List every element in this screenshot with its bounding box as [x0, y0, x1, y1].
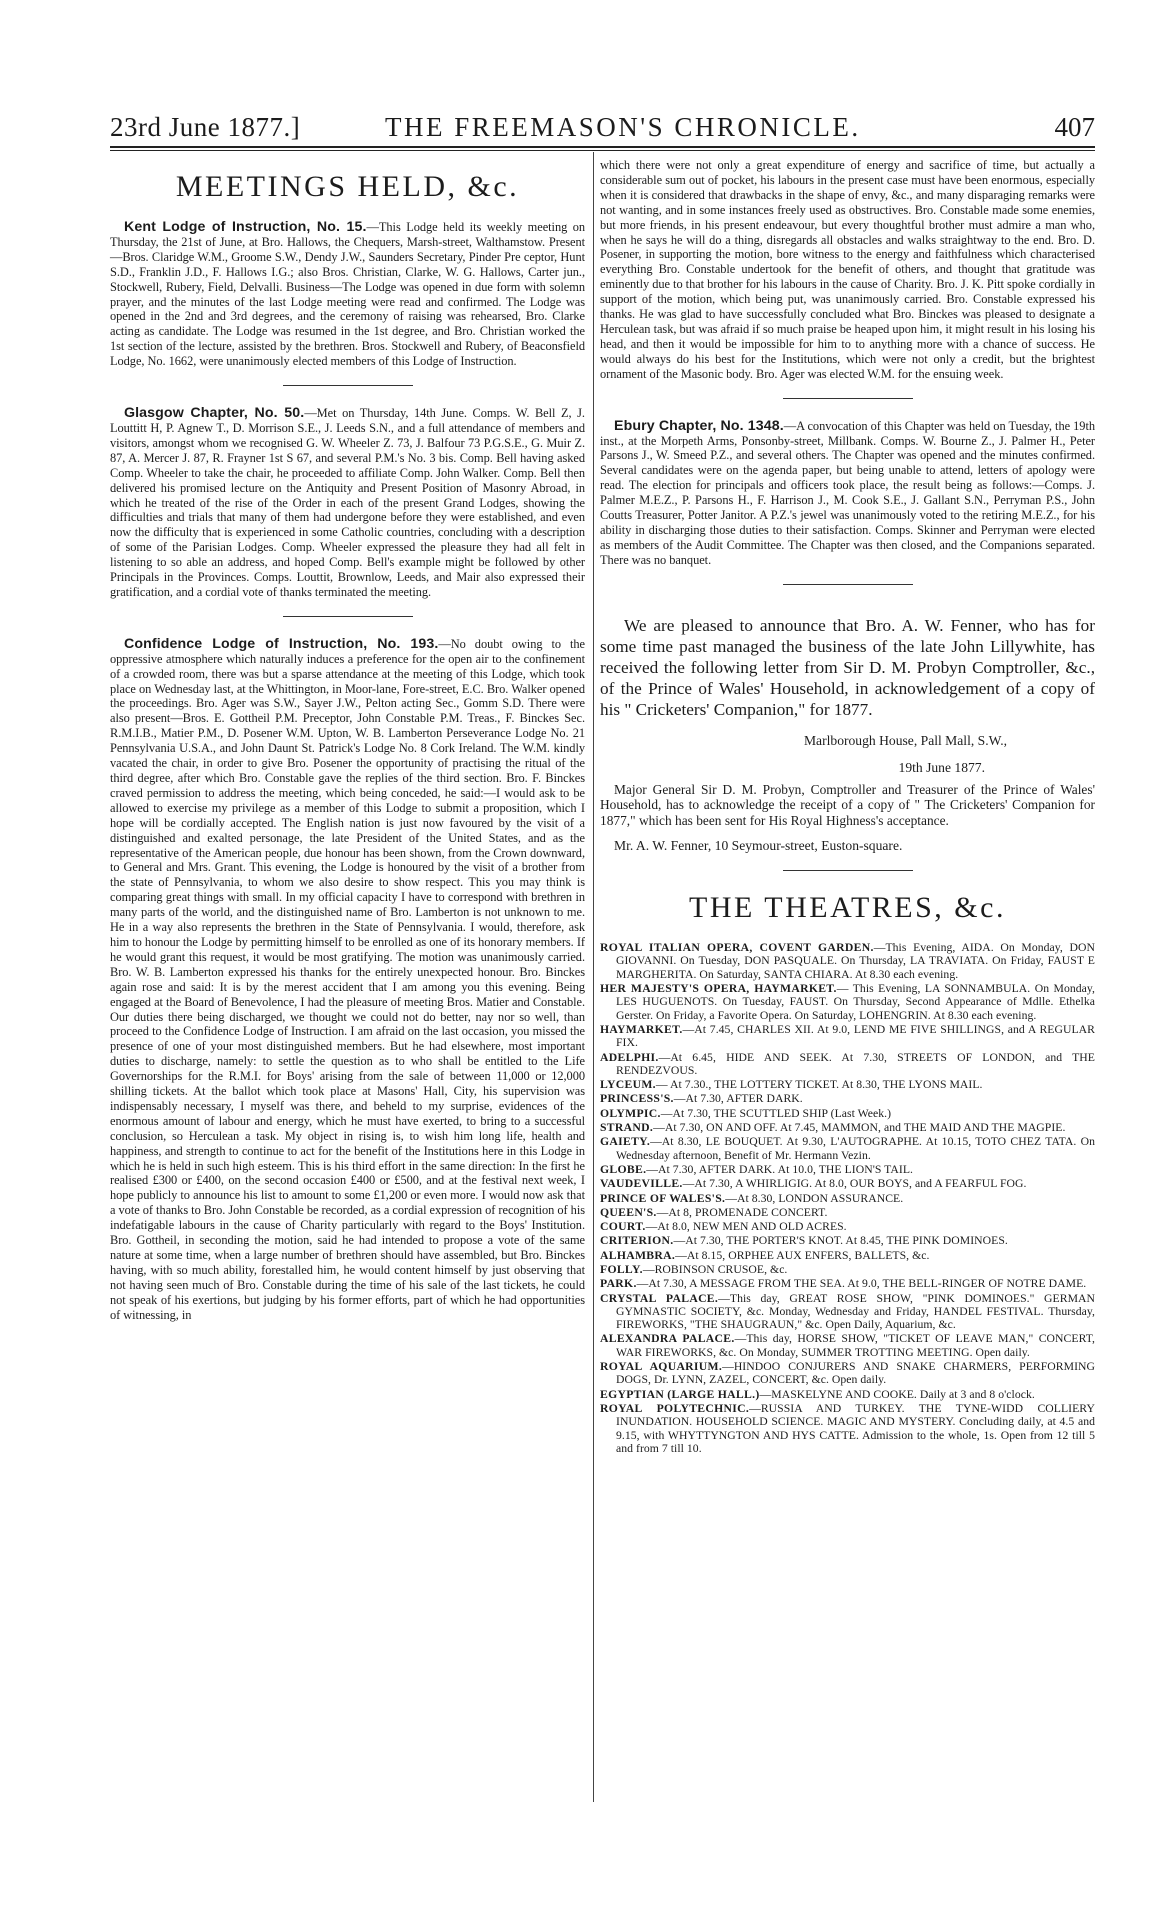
theatre-name: PRINCESS'S. [600, 1092, 674, 1106]
kent-lodge-title: Kent Lodge of Instruction, No. 15. [124, 219, 367, 235]
masthead [110, 108, 1095, 148]
page-number: 407 [1054, 112, 1095, 142]
theatre-programme: — At 7.30., THE LOTTERY TICKET. At 8.30, THE LYONS MAIL. [655, 1078, 983, 1092]
theatre-name: STRAND. [600, 1121, 654, 1135]
column-divider [593, 152, 594, 1802]
theatre-programme: —At 7.30, ON AND OFF. At 7.45, MAMMON, and THE MAID AND THE MAGPIE. [653, 1121, 1066, 1135]
theatre-name: CRITERION. [600, 1234, 674, 1248]
theatre-programme: —MASKELYNE AND COOKE. Daily at 3 and 8 o'clock. [759, 1387, 1035, 1401]
theatre-listing [600, 1249, 1095, 1262]
letter-recipient: Mr. A. W. Fenner, 10 Seymour-street, Euston-square. [614, 838, 903, 854]
theatre-listing [600, 1163, 1095, 1176]
theatre-listings [600, 941, 1095, 1455]
separator-rule [783, 398, 913, 399]
confidence-lodge-text: —No doubt owing to the oppressive atmosphere which naturally induces a preference for the open air to the confinement of a crowded room, there was but a sparse attendance at the meeting of this Lodge, which took place on Wednesday last, at the Whittington, in Moor-lane, Fore-street, E.C. Bro. Walker opened the proceedings. Bro. Ager was S.W., Sayer J.W., Pelton acting Sec., Gomm S.D. There were also present—Bros. E. Gottheil P.M. Preceptor, John Constable P.M. Treas., F. Binckes Sec. R.M.I.B., Matier P.M., D. Posener W.M. Upton, W. B. Lamberton Perseverance Lodge No. 21 Pennsylvania U.S.A., and John Daunt St. Patrick's Lodge No. 8 Cork Ireland. The W.M. kindly vacated the chair, in order to give Bro. Posener the opportunity of practising the ritual of the third degree, after which Bro. Constable gave the replies of the third section. Bro. F. Binckes craved permission to address the meeting, which being conceded, he said:—I would ask to be allowed to exercise my privilege as a member of this Lodge to submit a proposition, which I hope will be cordially accepted. The English nation is just now favoured by the visit of a distinguished and exalted personage, the late President of the United States, and as the representative of the American people, due honour has been shown, from the Crown downward, to General and Mrs. Grant. This evening, the Lodge is honoured by the visit of a brother from the state of Pennsylvania, to whom we also desire to show respect. This you may think is comparing great things with small. In my official capacity I have to correspond with brethren in many parts of the world, and the distinguished name of Bro. Lamberton is not unknown to me. He in a way also represents the brethren in the State of Pennsylvania. I would, therefore, ask him to honour the Lodge by permitting himself to be enrolled as one of its honorary members. If he would grant this request, it would be most gratifying. The motion was unanimously carried. Bro. W. B. Lamberton expressed his thanks for the entirely unexpected honour. Bro. Binckes again rose and said: It is by the merest accident that I am among you this evening. Being engaged at the Board of Benevolence, I had the pleasure of meeting Bros. Matier and Constable. Our duties there being discharged, we thought we could not do better, nay nor so well, than proceed to the Confidence Lodge of Instruction. I am afraid on the last occasion, you missed the presence of one of your most distinguished members. But he had elsewhere, most important duties to discharge, namely: to settle the question as to who shall be entitled to the Life Governorships for the R.M.I. for Boys' arising from the sale of between 11,000 or 12,000 shilling tickets. At the ballot which took place at Masons' Hall, City, his supervision was indispensably necessary, I myself was there, and beheld to my surprise, evidences of the enormous amount of labour and energy, which he must have exerted, to bring to a successful conclusion, so Herculean a task. My object in rising is, to wish him long life, health and happiness, and strength to continue to act for the benefit of the Institutions here in this Lodge in which he is held in such high esteem. This is his third effort in the same direction: In the first he realised £300 or £400, on the second occasion £400 or £500, and at the festival next week, I hope publicly to announce his list to amount to some £1,200 or even more. I would now ask that a vote of thanks to Bro. John Constable be recorded, as a cordial expression of recognition of his indefatigable labours in the cause of Charity particularly with regard to the Boys' Institution. Bro. Gottheil, in seconding the motion, said he had intended to propose a vote of the same nature at some time, when a large number of brethren should have assembled, but Bro. Binckes having, with so much ability, forestalled him, he would content himself by just observing that not having seen much of Bro. Constable during the time of his sale of the last tickets, he could not speak of his exertions, but judging by his former efforts, part of which he had opportunities of witnessing, in [110, 636, 585, 1322]
theatre-listing [600, 1234, 1095, 1247]
confidence-lodge-title: Confidence Lodge of Instruction, No. 193. [124, 635, 439, 652]
theatre-listing [600, 1192, 1095, 1205]
theatre-listing [600, 1121, 1095, 1134]
theatre-programme: —At 8.30, LONDON ASSURANCE. [725, 1191, 904, 1205]
ebury-chapter-text: —A convocation of this Chapter was held on Tuesday, the 19th inst., at the Morpeth Arms, Ponsonby-street, Millbank. Comps. W. Bourne Z., J. Palmer H., Peter Parsons J., W. Smeed P.Z., and several others. The Chapter was opened and the minutes confirmed. Several candidates were on the agenda paper, but being unable to attend, letters of apology were read. The election for principals and officers took place, the result being as follows:—Comps. J. Palmer M.E.Z., P. Parsons H., F. Harrison J., M. Cook S.E., J. Gallant S.N., Perryman P.S., John Coutts Treasurer, Potter Janitor. A P.Z.'s jewel was unanimously voted to the retiring M.E.Z., for his ability in discharging those duties to their satisfaction. Comps. Skinner and Perryman were elected as members of the Audit Committee. The Chapter was then closed, and the Companions separated. There was no banquet. [600, 418, 1095, 567]
confidence-lodge-continuation: which there were not only a great expenditure of energy and sacrifice of time, but actually a considerable sum out of pocket, his labours in the present case must have been enormous, especially when it is considered that drawbacks in the shape of envy, &c., and many disparaging remarks were not wanting, and in some instances freely used as obstructives. Bro. Constable made some enemies, but more friends, in his present endeavour, but every thoughtful brother must admire a man who, when he says he will do a thing, disregards all obstacles and walks straightway to the end. Bro. D. Posener, in supporting the motion, bore witness to the energy and faithfulness which characterised everything Bro. Constable undertook for the benefit of others, and thought that gratitude was eminently due to that brother for his labours in the cause of Charity. Bro. J. K. Pitt spoke cordially in support of the motion, which being put, was unanimously carried. Bro. Constable expressed his thanks. He was glad to have successfully concluded what Bro. Binckes was pleased to designate a Herculean task, but was afraid if so much praise be heaped upon him, it might result in his losing his head, and then it would be impossible for him to to anything more with a chance of success. He would always do his best for the Institutions, which were not only a credit, but the brightest ornament of the Masonic body. Bro. Ager was elected W.M. for the ensuing week. [600, 158, 1095, 381]
theatre-listing [600, 1206, 1095, 1219]
ebury-chapter-title: Ebury Chapter, No. 1348. [614, 417, 784, 434]
theatres-heading: THE THEATRES, &c. [689, 891, 1006, 925]
theatre-programme: —ROBINSON CRUSOE, &c. [642, 1262, 788, 1276]
theatre-listing [600, 1092, 1095, 1105]
theatre-programme: —HINDOO CONJURERS AND SNAKE CHARMERS, PERFORMING DOGS, Dr. LYNN, ZAZEL, CONCERT, &c. Open daily. [616, 1360, 1095, 1387]
theatre-listing [600, 1332, 1095, 1359]
theatre-listing [600, 1051, 1095, 1078]
fenner-announcement: We are pleased to announce that Bro. A. W. Fenner, who has for some time past managed the business of the late John Lillywhite, has received the following letter from Sir D. M. Probyn Comptroller, &c., of the Prince of Wales' Household, in acknowledgement of a copy of his " Cricketers' Companion," for 1877. [600, 615, 1095, 719]
letter-date: 19th June 1877. [898, 759, 985, 775]
theatre-listing [600, 1107, 1095, 1120]
theatre-name: LYCEUM. [600, 1078, 656, 1092]
glasgow-chapter-text: —Met on Thursday, 14th June. Comps. W. Bell Z, J. Louttitt H, P. Agnew T., D. Morrison S.E., J. Leeds S.N., and a full attendance of members and visitors, amongst whom we recognised G. W. Wheeler Z. 73, J. Balfour 73 P.G.S.E., G. Muir Z. 87, A. Mercer J. 87, R. Frayner 1st S 67, and several P.M.'s No. 3 bis. Comp. Bell having asked Comp. Wheeler to take the chair, he proceeded to affiliate Comp. John Walker. Comp. Bell then delivered his promised lecture on the Antiquity and Present Position of Masonry Abroad, in which he treated of the rise of the Order in each of the present Grand Lodges, showing the difficulties and trials that many of them had undergone before they were established, and even now the difficulty that is experienced in some Catholic countries, concluding with a description of some of the Parisian Lodges. Comp. Wheeler expressed the pleasure they had all felt in listening to so able an address, and hoped Comp. Bell's example might be followed by other Principals in the Provinces. Comps. Louttit, Brownlow, Leeds, and Mair also expressed their gratification, and a cordial vote of thanks terminated the meeting. [110, 406, 585, 599]
theatre-name: ROYAL ITALIAN OPERA, COVENT GARDEN. [600, 941, 874, 955]
theatre-name: VAUDEVILLE. [600, 1177, 683, 1191]
issue-date: 23rd June 1877.] [110, 112, 301, 142]
theatre-programme: —At 8.15, ORPHEE AUX ENFERS, BALLETS, &c. [675, 1248, 930, 1262]
kent-lodge-text: —This Lodge held its weekly meeting on Thursday, the 21st of June, at Bro. Hallows, the Chequers, Marsh-street, Walthamstow. Present—Bros. Claridge W.M., Groome S.W., Dendy J.W., Saunders Secretary, Pinder Pre ceptor, Hunt S.D., Franklin J.D., F. Hallows I.G.; also Bros. Christian, Clarke, W. G. Hallows, Carter jun., Stockwell, Rubery, Field, Delvalli. Business—The Lodge was opened in due form with solemn prayer, and the minutes of the last Lodge meeting were read and confirmed. The Lodge was opened in the 2nd and 3rd degrees, and the ceremony of raising was rehearsed, Bro. Clarke acting as candidate. The Lodge was resumed in the 1st degree, and Bro. Christian worked the 1st section of the lecture, assisted by the brethren. Bros. Stockwell and Rubery, of Beaconsfield Lodge, No. 1662, were unanimously elected members of this Lodge of Instruction. [110, 220, 585, 369]
theatre-listing [600, 1263, 1095, 1276]
theatre-name: ROYAL AQUARIUM. [600, 1360, 723, 1374]
theatre-programme: —At 7.30, AFTER DARK. At 10.0, THE LION'S TAIL. [646, 1162, 914, 1176]
theatre-programme: —This day, GREAT ROSE SHOW, "PINK DOMINOES." GERMAN GYMNASTIC SOCIETY, &c. Monday, Wednesday and Friday, HANDEL FESTIVAL. Thursday, FIREWORKS, "THE SHAUGRAUN," &c. Open Daily, Aquarium, &c. [616, 1291, 1095, 1332]
separator-rule [283, 385, 413, 386]
theatre-programme: —At 6.45, HIDE AND SEEK. At 7.30, STREETS OF LONDON, and THE RENDEZVOUS. [616, 1050, 1095, 1077]
theatre-name: GAIETY. [600, 1135, 651, 1149]
separator-rule [283, 616, 413, 617]
confidence-lodge-report [110, 637, 585, 1323]
theatre-name: EGYPTIAN (LARGE HALL.) [600, 1387, 760, 1401]
theatre-programme: —At 7.30, THE PORTER'S KNOT. At 8.45, THE PINK DOMINOES. [673, 1234, 1008, 1248]
theatre-name: FOLLY. [600, 1262, 643, 1276]
letter-address: Marlborough House, Pall Mall, S.W., [803, 732, 1007, 748]
theatre-name: HER MAJESTY'S OPERA, HAYMARKET. [600, 982, 837, 996]
theatre-listing [600, 1023, 1095, 1050]
left-column [110, 158, 585, 1323]
theatre-listing [600, 1292, 1095, 1332]
theatre-listing [600, 1277, 1095, 1290]
theatre-programme: —This day, HORSE SHOW, "TICKET OF LEAVE MAN," CONCERT, WAR FIREWORKS, &c. On Monday, SUMMER TROTTING MEETING. Open daily. [616, 1332, 1096, 1359]
theatre-listing [600, 982, 1095, 1022]
theatre-name: COURT. [600, 1220, 646, 1234]
separator-rule [783, 870, 913, 871]
meetings-heading: MEETINGS HELD, &c. [175, 170, 520, 203]
masthead-rule-thick [110, 146, 1095, 148]
theatre-programme: —RUSSIA AND TURKEY. THE TYNE-WIDD COLLIERY INUNDATION. HOUSEHOLD SCIENCE. MAGIC AND MYSTERY. Concluding daily, at 4.5 and 9.15, with WHYTTYNGTON AND HYS CATTE. Admission to the whole, 1s. Open from 12 till 5 and from 7 till 10. [616, 1401, 1095, 1455]
glasgow-chapter-title: Glasgow Chapter, No. 50. [124, 405, 305, 422]
theatre-name: ADELPHI. [600, 1050, 659, 1064]
theatre-listing [600, 1360, 1095, 1387]
kent-lodge-report [110, 220, 585, 369]
theatre-listing [600, 1402, 1095, 1455]
theatre-listing [600, 1388, 1095, 1401]
theatre-programme: —This Evening, AIDA. On Monday, DON GIOVANNI. On Tuesday, DON PASQUALE. On Thursday, LA TRAVIATA. On Friday, FAUST E MARGHERITA. On Saturday, SANTA CHIARA. At 8.30 each evening. [616, 941, 1095, 981]
theatre-programme: —At 8, PROMENADE CONCERT. [656, 1205, 828, 1219]
theatre-programme: —At 8.0, NEW MEN AND OLD ACRES. [645, 1220, 847, 1234]
theatre-name: PARK. [600, 1277, 637, 1291]
letter-body: Major General Sir D. M. Probyn, Comptroller and Treasurer of the Prince of Wales' Household, has to acknowledge the receipt of a copy of " The Cricketers' Companion for 1877," which has been sent for His Royal Highness's acceptance. [600, 781, 1095, 828]
theatre-programme: — This Evening, LA SONNAMBULA. On Monday, LES HUGUENOTS. On Tuesday, FAUST. On Thursday, Second Appearance of Mdlle. Ethelka Gerster. On Friday, a Favorite Opera. On Saturday, LOHENGRIN. At 8.30 each evening. [616, 982, 1095, 1022]
theatre-name: HAYMARKET. [600, 1022, 683, 1036]
theatre-programme: —At 7.30, AFTER DARK. [673, 1092, 803, 1106]
theatre-name: ALEXANDRA PALACE. [600, 1332, 735, 1346]
theatre-programme: —At 8.30, LE BOUQUET. At 9.30, L'AUTOGRAPHE. At 10.15, TOTO CHEZ TATA. On Wednesday afternoon, Benefit of Mr. Hermann Vezin. [616, 1135, 1095, 1162]
ebury-chapter-report [600, 419, 1095, 568]
theatre-listing [600, 1135, 1095, 1162]
theatre-name: GLOBE. [600, 1162, 647, 1176]
theatre-listing [600, 1078, 1095, 1091]
theatre-name: ROYAL POLYTECHNIC. [600, 1401, 750, 1415]
theatre-programme: —At 7.30, A MESSAGE FROM THE SEA. At 9.0, THE BELL-RINGER OF NOTRE DAME. [636, 1277, 1087, 1291]
separator-rule [783, 584, 913, 585]
theatre-name: OLYMPIC. [600, 1106, 661, 1120]
right-column [600, 158, 1095, 1456]
theatre-listing [600, 1220, 1095, 1233]
theatre-listing [600, 1177, 1095, 1190]
theatre-name: QUEEN'S. [600, 1205, 657, 1219]
theatre-programme: —At 7.30, A WHIRLIGIG. At 8.0, OUR BOYS, and A FEARFUL FOG. [682, 1177, 1027, 1191]
masthead-rule-thin [110, 150, 1095, 151]
publication-title: THE FREEMASON'S CHRONICLE. [385, 112, 861, 142]
theatre-programme: —At 7.45, CHARLES XII. At 9.0, LEND ME FIVE SHILLINGS, and A REGULAR FIX. [616, 1022, 1095, 1050]
theatre-listing [600, 941, 1095, 981]
theatre-programme: —At 7.30, THE SCUTTLED SHIP (Last Week.) [660, 1106, 892, 1120]
theatre-name: PRINCE OF WALES'S. [600, 1191, 726, 1205]
glasgow-chapter-report [110, 406, 585, 600]
theatre-name: CRYSTAL PALACE. [600, 1291, 719, 1305]
theatre-name: ALHAMBRA. [600, 1248, 676, 1262]
